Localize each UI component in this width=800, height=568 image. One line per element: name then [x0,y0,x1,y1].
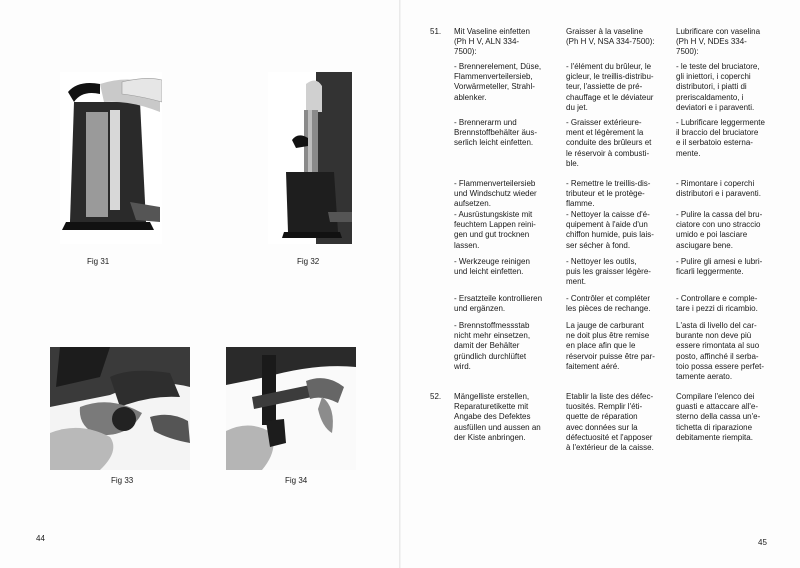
it-51-step-3: - Rimontare i coperchi distributori e i paraventi. [676,179,761,199]
fr-51-step-2: - Graisser extérieure- ment et légèrement la conduite des brûleurs et le réservoir à combusti- ble. [566,118,652,168]
fr-51-step-1: - l'élément du brûleur, le gicleur, le treillis-distribu- teur, l'assiette de pré- chauffage et le déviateur du jet. [566,62,654,112]
it-51-step-7: L'asta di livello del car- burante non deve più essere rimontata al suo posto, affinché il serba- toio possa essere perfet- tamente aerato. [676,321,765,382]
it-51-step-5: - Pulire gli arnesi e lubri- ficarli leggermente. [676,257,763,277]
figure-33-caption: Fig 33 [111,476,134,485]
de-51-step-7: - Brennstoffmessstab nicht mehr einsetzen, damit der Behälter gründlich durchlüftet wird. [454,321,531,371]
figure-31-photo [60,72,162,244]
fr-51-step-6: - Contrôler et compléter les pièces de rechange. [566,294,651,314]
page-fold [399,0,401,568]
fr-51-step-4: - Nettoyer la caisse d'é- quipement à l'aide d'un chiffon humide, puis lais- ser sécher à fond. [566,210,654,250]
fr-51-step-3: - Remettre le treillis-dis- tributeur et le protège- flamme. [566,179,651,209]
figure-34-caption: Fig 34 [285,476,308,485]
figure-31-caption: Fig 31 [87,257,110,266]
figure-33-photo [50,347,190,470]
figure-32-caption: Fig 32 [297,257,320,266]
it-51-step-4: - Pulire la cassa del bru- ciatore con uno straccio umido e poi lasciare asciugare bene. [676,210,763,250]
fr-51-step-7: La jauge de carburant ne doit plus être remise en place afin que le réservoir puisse être par- faitement aéré. [566,321,655,371]
de-52-text: Mängelliste erstellen, Reparaturetikette mit Angabe des Defektes ausfüllen und aussen an der Kiste anbringen. [454,392,541,442]
de-51-step-6: - Ersatzteile kontrollieren und ergänzen. [454,294,543,314]
de-51-step-2: - Brennerarm und Brennstoffbehälter äus- serlich leicht einfetten. [454,118,538,148]
page-number-left: 44 [36,534,45,543]
page-number-right: 45 [758,538,767,547]
de-51-step-5: - Werkzeuge reinigen und leicht einfetten. [454,257,530,277]
de-51-step-1: - Brennerelement, Düse, Flammenverteilersieb, Vorwärmeteller, Strahl- ablenker. [454,62,542,102]
it-51-step-6: - Controllare e comple- tare i pezzi di ricambio. [676,294,758,314]
figure-34-photo [226,347,356,470]
de-51-intro: Mit Vaseline einfetten (Ph H V, ALN 334- 7500): [454,27,530,57]
it-51-step-2: - Lubrificare leggermente il braccio del bruciatore e il serbatoio esterna- mente. [676,118,765,158]
item-51-number: 51. [430,27,442,36]
it-51-intro: Lubrificare con vaselina (Ph H V, NDEs 334- 7500): [676,27,761,57]
de-51-step-3: - Flammenverteilersieb und Windschutz wieder aufsetzen. [454,179,537,209]
item-52-number: 52. [430,392,442,401]
fr-51-step-5: - Nettoyer les outils, puis les graisser légère- ment. [566,257,651,287]
fr-52-text: Etablir la liste des défec- tuosités. Remplir l'éti- quette de réparation avec données sur la défectuosité et l'apposer à l'extérieur de la caisse. [566,392,654,453]
it-51-step-1: - le teste del bruciatore, gli iniettori, i coperchi distributori, i piatti di preriscaldamento, i deviatori e i paraventi. [676,62,760,112]
it-52-text: Compilare l'elenco dei guasti e attaccare all'e- sterno della cassa un'e- tichetta di riparazione debitamente riempita. [676,392,761,442]
de-51-step-4: - Ausrüstungskiste mit feuchtem Lappen reini- gen und gut trocknen lassen. [454,210,536,250]
fr-51-intro: Graisser à la vaseline (Ph H V, NSA 334-7500): [566,27,655,47]
figure-32-photo [268,72,354,244]
